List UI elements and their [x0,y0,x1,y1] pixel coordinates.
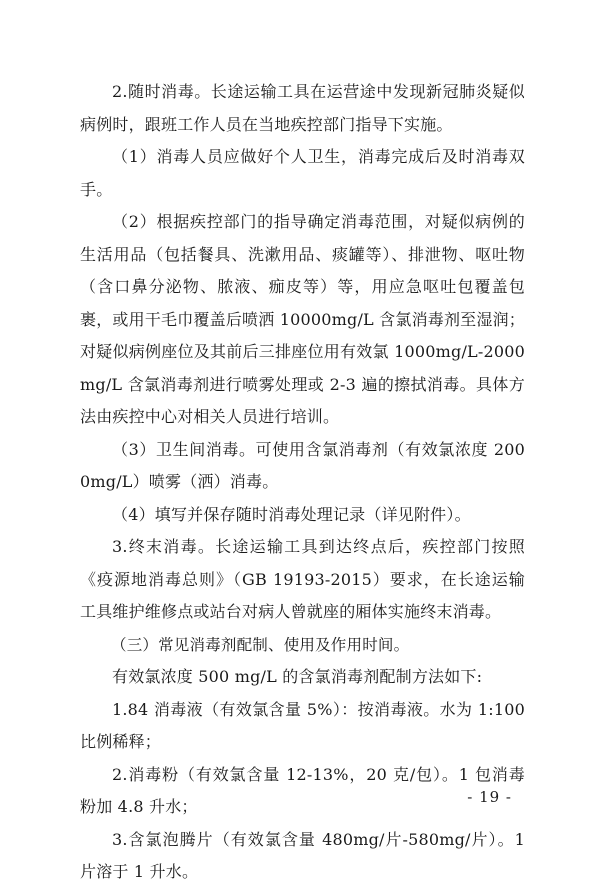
paragraph-item-1-personal-hygiene: （1）消毒人员应做好个人卫生，消毒完成后及时消毒双手。 [80,147,525,199]
paragraph-prep-powder: 2.消毒粉（有效氯含量 12-13%，20 克/包）。1 包消毒粉加 4.8 升水； [80,764,525,816]
paragraph-disinfection-on-route: 2.随时消毒。长途运输工具在运营途中发现新冠肺炎疑似病例时，跟班工作人员在当地疾控部门指导下实施。 [80,82,525,134]
paragraph-prep-84-liquid: 1.84 消毒液（有效氯含量 5%）：按消毒液。水为 1:100 比例稀释； [80,699,525,751]
paragraph-prep-intro: 有效氯浓度 500 mg/L 的含氯消毒剂配制方法如下: [112,667,483,686]
paragraph-item-4-records: （4）填写并保存随时消毒处理记录（详见附件）。 [112,504,471,524]
document-body [80,76,525,889]
paragraph-terminal-disinfection: 3.终末消毒。长途运输工具到达终点后，疾控部门按照《疫源地消毒总则》（GB 19193-2015）要求，在长途运输工具维护维修点或站台对病人曾就座的厢体实施终末消毒。 [80,537,525,621]
section-heading-disinfectant-prep: （三）常见消毒剂配制、使用及作用时间。 [111,635,410,654]
paragraph-item-3-restroom: （3）卫生间消毒。可使用含氯消毒剂（有效氯浓度 2000mg/L）喷雾（洒）消毒。 [80,439,525,491]
page-number: - 19 - [467,788,512,806]
paragraph-prep-tablet: 3.含氯泡腾片（有效氯含量 480mg/片-580mg/片）。1 片溶于 1 升水。 [80,829,525,881]
paragraph-item-2-disinfection-scope: （2）根据疾控部门的指导确定消毒范围，对疑似病例的生活用品（包括餐具、洗漱用品、痰罐等）、排泄物、呕吐物（含口鼻分泌物、脓液、痂皮等）等，用应急呕吐包覆盖包裹，或用干毛巾覆盖后喷洒 10000mg/L 含氯消毒剂至湿润；对疑似病例座位及其前后三排座位用有效氯 1000mg/L-2000mg/L 含氯消毒剂进行喷雾处理或 2-3 遍的擦拭消毒。具体方法由疾控中心对相关人员进行培训。 [80,212,525,426]
